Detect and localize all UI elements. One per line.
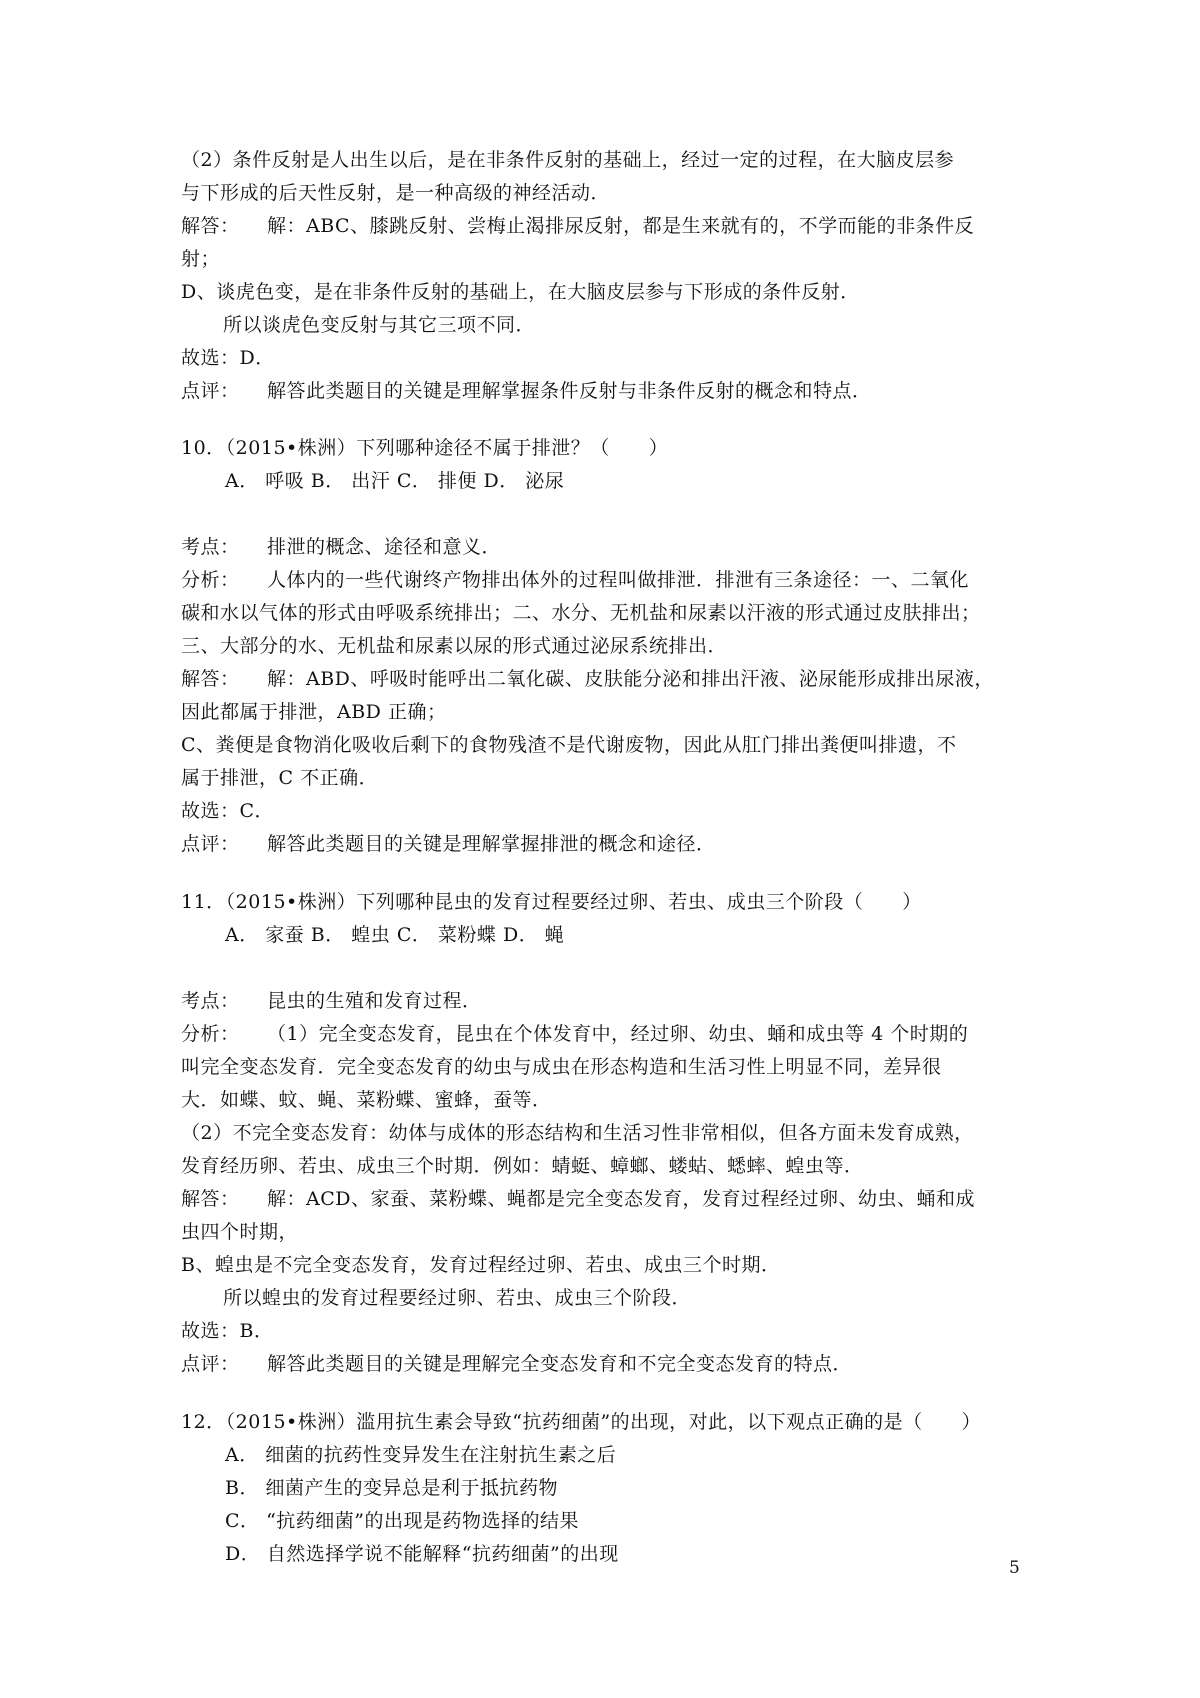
kaodian-row: [181, 535, 501, 559]
row-label: 点评：: [181, 833, 240, 855]
text-line: 叫完全变态发育．完全变态发育的幼虫与成虫在形态构造和生活习性上明显不同，差异很: [181, 1056, 942, 1078]
text-line: 大．如蝶、蚊、蝇、菜粉蝶、蜜蜂，蚕等．: [181, 1089, 552, 1111]
question-10-stem: 10．（2015•株洲）下列哪种途径不属于排泄？（ ）: [181, 437, 669, 459]
text-line: 故选：D．: [181, 347, 275, 369]
row-text: 解答此类题目的关键是理解完全变态发育和不完全变态发育的特点．: [267, 1353, 853, 1375]
comment-row: [181, 379, 872, 403]
question-12-option-c: C． “抗药细菌”的出现是药物选择的结果: [225, 1510, 580, 1532]
text-line: 碳和水以气体的形式由呼吸系统排出；二、水分、无机盐和尿素以汗液的形式通过皮肤排出；: [181, 602, 981, 624]
text-line: 三、大部分的水、无机盐和尿素以尿的形式通过泌尿系统排出．: [181, 635, 728, 657]
page-number: 5: [1009, 1558, 1020, 1578]
text-line: 射；: [181, 248, 221, 270]
text-line: 属于排泄，C 不正确．: [181, 767, 379, 789]
question-12-option-b: B． 细菌产生的变异总是利于抵抗药物: [225, 1477, 559, 1499]
row-text: （1）完全变态发育，昆虫在个体发育中，经过卵、幼虫、蛹和成虫等 4 个时期的: [267, 1023, 969, 1045]
text-line: 因此都属于排泄，ABD 正确；: [181, 701, 447, 723]
question-12-stem: 12．（2015•株洲）滥用抗生素会导致“抗药细菌”的出现，对此，以下观点正确的是（ ）: [181, 1411, 982, 1433]
question-10-options: A． 呼吸 B． 出汗 C． 排便 D． 泌尿: [225, 470, 565, 492]
row-label: 分析：: [181, 1023, 240, 1045]
row-label: 考点：: [181, 990, 240, 1012]
analysis-row: [181, 1022, 968, 1046]
row-label: 分析：: [181, 569, 240, 591]
comment-row: [181, 1352, 852, 1376]
question-11-stem: 11．（2015•株洲）下列哪种昆虫的发育过程要经过卵、若虫、成虫三个阶段（ ）: [181, 891, 922, 913]
row-text: 人体内的一些代谢终产物排出体外的过程叫做排泄．排泄有三条途径：一、二氧化: [267, 569, 970, 591]
text-line: （2）条件反射是人出生以后，是在非条件反射的基础上，经过一定的过程，在大脑皮层参: [181, 149, 955, 171]
row-text: 解：ABD、呼吸时能呼出二氧化碳、皮肤能分泌和排出汗液、泌尿能形成排出尿液，: [267, 668, 994, 690]
text-line: 与下形成的后天性反射，是一种高级的神经活动．: [181, 182, 611, 204]
text-line: 故选：B．: [181, 1320, 274, 1342]
row-text: 解：ABC、膝跳反射、尝梅止渴排尿反射，都是生来就有的，不学而能的非条件反: [267, 215, 975, 237]
question-11-options: A． 家蚕 B． 蝗虫 C． 菜粉蝶 D． 蝇: [225, 924, 565, 946]
row-label: 解答：: [181, 668, 240, 690]
row-text: 昆虫的生殖和发育过程．: [267, 990, 482, 1012]
analysis-row: [181, 568, 969, 592]
row-text: 解答此类题目的关键是理解掌握排泄的概念和途径．: [267, 833, 716, 855]
text-line: 故选：C．: [181, 800, 275, 822]
text-line: 发育经历卵、若虫、成虫三个时期．例如：蜻蜓、蟑螂、蝼蛄、蟋蟀、蝗虫等．: [181, 1155, 864, 1177]
question-12-option-d: D． 自然选择学说不能解释“抗药细菌”的出现: [225, 1543, 619, 1565]
row-label: 点评：: [181, 1353, 240, 1375]
row-text: 解答此类题目的关键是理解掌握条件反射与非条件反射的概念和特点．: [267, 380, 872, 402]
text-line: （2）不完全变态发育：幼体与成体的形态结构和生活习性非常相似，但各方面未发育成熟，: [181, 1122, 974, 1144]
row-text: 解：ACD、家蚕、菜粉蝶、蝇都是完全变态发育，发育过程经过卵、幼虫、蛹和成: [267, 1188, 975, 1210]
comment-row: [181, 832, 716, 856]
row-label: 解答：: [181, 1188, 240, 1210]
text-line: 所以蝗虫的发育过程要经过卵、若虫、成虫三个阶段．: [223, 1287, 692, 1309]
row-label: 解答：: [181, 215, 240, 237]
text-line: 虫四个时期，: [181, 1221, 299, 1243]
question-12-option-a: A． 细菌的抗药性变异发生在注射抗生素之后: [225, 1444, 617, 1466]
answer-row: [181, 1187, 975, 1211]
answer-row: [181, 667, 994, 691]
kaodian-row: [181, 989, 482, 1013]
text-line: C、粪便是食物消化吸收后剩下的食物残渣不是代谢废物，因此从肛门排出粪便叫排遗，不: [181, 734, 957, 756]
answer-row: [181, 214, 974, 238]
row-text: 排泄的概念、途径和意义．: [267, 536, 502, 558]
text-line: 所以谈虎色变反射与其它三项不同．: [223, 314, 536, 336]
text-line: D、谈虎色变，是在非条件反射的基础上，在大脑皮层参与下形成的条件反射．: [181, 281, 860, 303]
text-line: B、蝗虫是不完全变态发育，发育过程经过卵、若虫、成虫三个时期．: [181, 1254, 781, 1276]
row-label: 考点：: [181, 536, 240, 558]
row-label: 点评：: [181, 380, 240, 402]
